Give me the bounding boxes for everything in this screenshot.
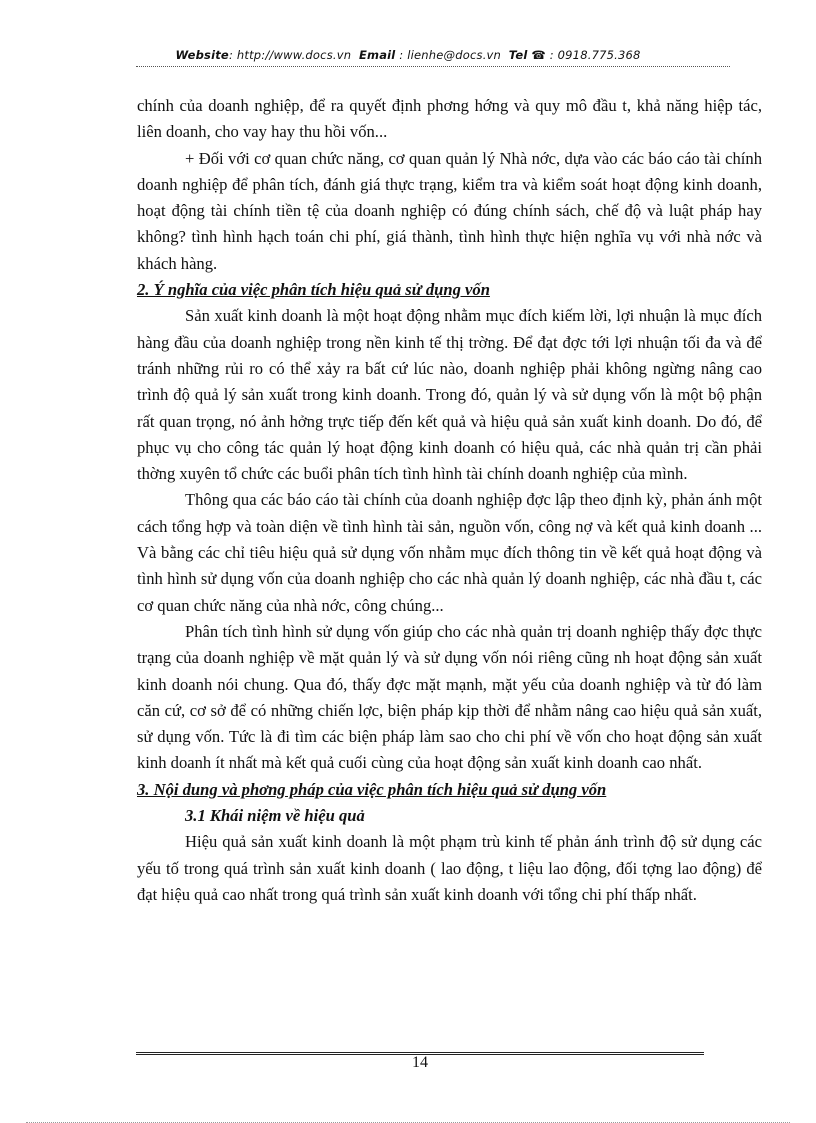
document-body — [137, 93, 762, 908]
paragraph-efficiency-definition: Hiệu quả sản xuất kinh doanh là một phạm trù kinh tế phản ánh trình độ sử dụng các yếu tố trong quá trình sản xuất kinh doanh ( lao động, t liệu lao động, đối tợng lao động) để đạt hiệu quả cao nhất trong quá trình sản xuất kinh doanh với tổng chi phí thấp nhất. — [137, 832, 762, 904]
paragraph-capital-analysis: Phân tích tình hình sử dụng vốn giúp cho các nhà quản trị doanh nghiệp thấy đợc thực trạng của doanh nghiệp về mặt quản lý và sử dụng vốn nói riêng cũng nh hoạt động sản xuất kinh doanh nói chung. Qua đó, thấy đợc mặt mạnh, mặt yếu của doanh nghiệp và từ đó làm căn cứ, cơ sở để có những chiến lợc, biện pháp kịp thời để nhằm nâng cao hiệu quả sản xuất, sử dụng vốn. Tức là đi tìm các biện pháp làm sao cho chi phí về vốn cho hoạt động sản xuất kinh doanh ít nhất mà kết quả cuối cùng của hoạt động sản xuất kinh doanh cao nhất. — [137, 621, 762, 773]
website-label: Website — [175, 48, 229, 62]
subsection-heading-3-1: 3.1 Khái niệm về hiệu quả — [185, 806, 365, 826]
page-header — [0, 48, 816, 62]
paragraph-financial-reports: Thông qua các báo cáo tài chính của doanh nghiệp đợc lập theo định kỳ, phản ánh một cách tổng hợp và toàn diện về tình hình tài sản, nguồn vốn, công nợ và kết quả kinh doanh ... Và bằng các chỉ tiêu hiệu quả sử dụng vốn nhằm mục đích thông tin về kết quả hoạt động và tình hình sử dụng vốn của doanh nghiệp cho các nhà quản lý doanh nghiệp, các nhà đầu t, các cơ quan chức năng của nhà nớc, công chúng... — [137, 490, 762, 615]
tel-label: Tel — [508, 48, 528, 62]
paragraph-state-agencies: + Đối với cơ quan chức năng, cơ quan quản lý Nhà nớc, dựa vào các báo cáo tài chính doanh nghiệp để phân tích, đánh giá thực trạng, kiểm tra và kiểm soát hoạt động kinh doanh, hoạt động tài chính tiền tệ của doanh nghiệp có đúng chính sách, chế độ và luật pháp hay không? tình hình hạch toán chi phí, giá thành, tình hình thực hiện nghĩa vụ với nhà nớc và khách hàng. — [137, 148, 762, 273]
paragraph-business-purpose: Sản xuất kinh doanh là một hoạt động nhằm mục đích kiếm lời, lợi nhuận là mục đích hàng đầu của doanh nghiệp trong nền kinh tế thị trờng. Để đạt đợc tới lợi nhuận tối đa và để tránh những rủi ro có thể xảy ra bất cứ lúc nào, doanh nghiệp phải không ngừng nâng cao trình độ quả lý sản xuất trong kinh doanh. Trong đó, quản lý và sử dụng vốn là một bộ phận rất quan trọng, nó ảnh hởng trực tiếp đến kết quả và hiệu quả sản xuất kinh doanh. Do đó, để phục vụ cho công tác quản lý hoạt động kinh doanh có hiệu quả, các nhà quản trị cần phải thờng xuyên tổ chức các buổi phân tích tình hình tài chính doanh nghiệp của mình. — [137, 306, 762, 484]
website-value: : http://www.docs.vn — [228, 48, 352, 62]
paragraph-continuation: chính của doanh nghiệp, để ra quyết định phơng hớng và quy mô đầu t, khả năng hiệp tác, liên doanh, cho vay hay thu hồi vốn... — [137, 96, 762, 142]
email-label: Email — [358, 48, 396, 62]
page-number: 14 — [412, 1054, 428, 1071]
header-divider — [136, 66, 730, 67]
email-value: : lienhe@docs.vn — [399, 48, 502, 62]
tel-value: ☎ : 0918.775.368 — [531, 48, 641, 62]
section-heading-3: 3. Nội dung và phơng pháp của việc phân tích hiệu quả sử dụng vốn — [137, 779, 607, 799]
section-heading-2: 2. Ý nghĩa của việc phân tích hiệu quả sử dụng vốn — [137, 280, 490, 300]
